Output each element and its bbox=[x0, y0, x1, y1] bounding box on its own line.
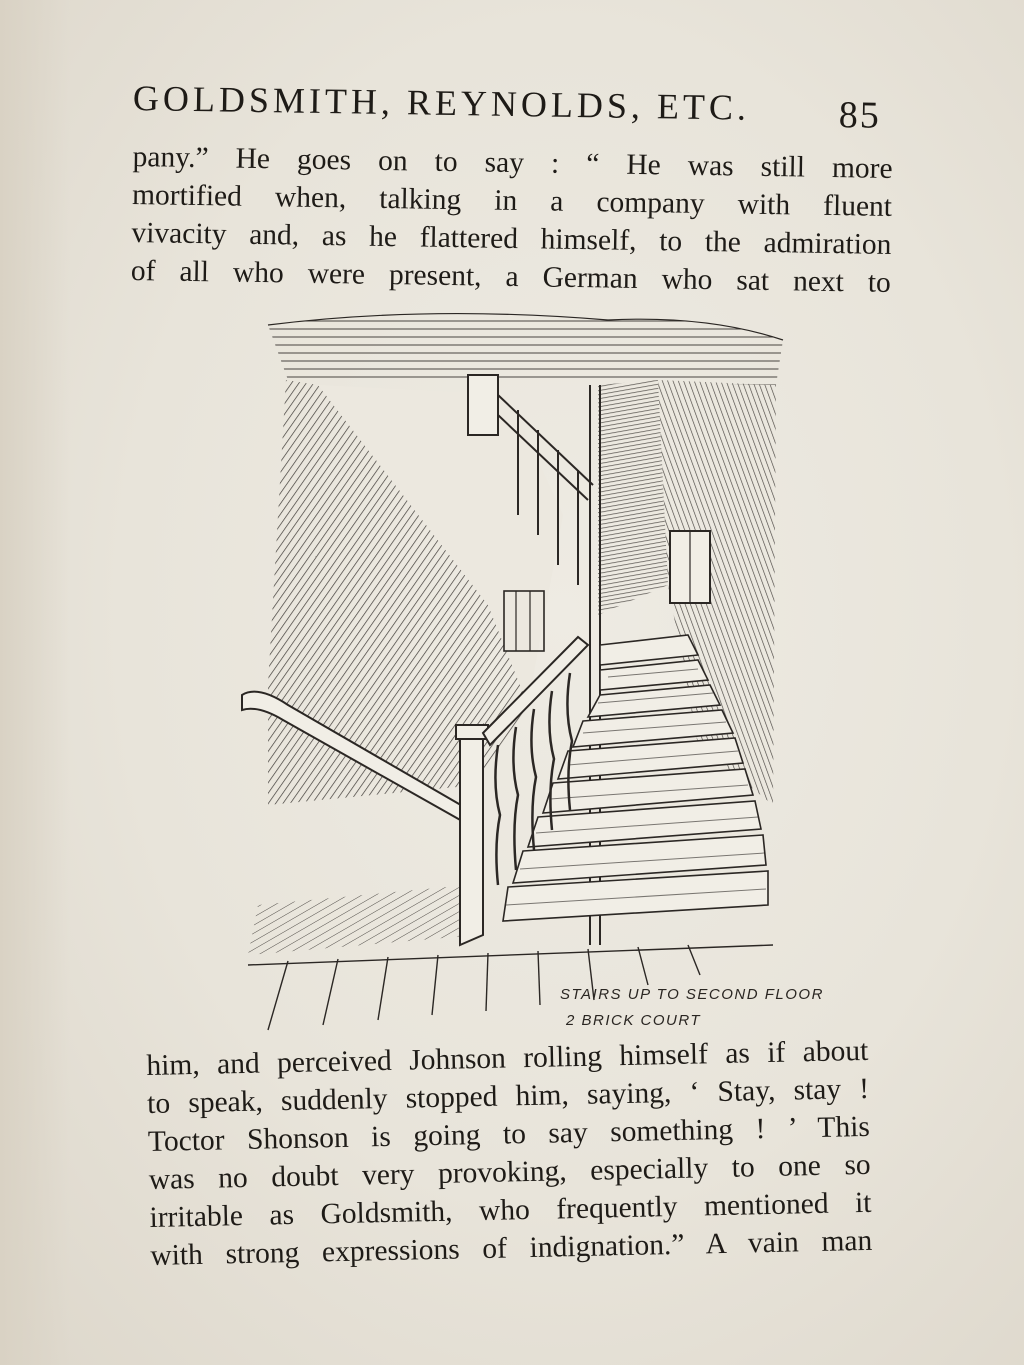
body-text-bottom bbox=[146, 1032, 873, 1275]
page-gutter-shadow bbox=[0, 0, 70, 1365]
text-line: vivacity and, as he flattered himself, to the admiration bbox=[131, 216, 892, 261]
text-line: to speak, suddenly stopped him, saying, ‘ Stay, stay ! bbox=[146, 1072, 870, 1120]
running-head bbox=[133, 72, 894, 136]
text-line: him, and perceived Johnson rolling himself as if about bbox=[146, 1034, 869, 1082]
text-line: was no doubt very provoking, especially to one so bbox=[148, 1148, 871, 1196]
text-line: of all who were present, a German who sat next to bbox=[130, 254, 892, 299]
running-head-title: GOLDSMITH, REYNOLDS, ETC. bbox=[132, 78, 751, 128]
text-line: with strong expressions of indignation.” A vain man bbox=[150, 1224, 873, 1272]
text-line: mortified when, talking in a company with fluent bbox=[131, 178, 893, 223]
body-text-top bbox=[131, 138, 893, 302]
text-line: Toctor Shonson is going to say something ! ’ This bbox=[147, 1110, 871, 1158]
staircase-illustration bbox=[228, 285, 788, 1045]
page-number: 85 bbox=[838, 94, 882, 137]
text-line: irritable as Goldsmith, who frequently mentioned it bbox=[149, 1186, 872, 1234]
text-line: pany.” He goes on to say : “ He was still more bbox=[132, 140, 893, 185]
illustration-caption-line-1: STAIRS UP TO SECOND FLOOR bbox=[560, 986, 824, 1003]
illustration-caption-line-2: 2 BRICK COURT bbox=[566, 1012, 702, 1029]
